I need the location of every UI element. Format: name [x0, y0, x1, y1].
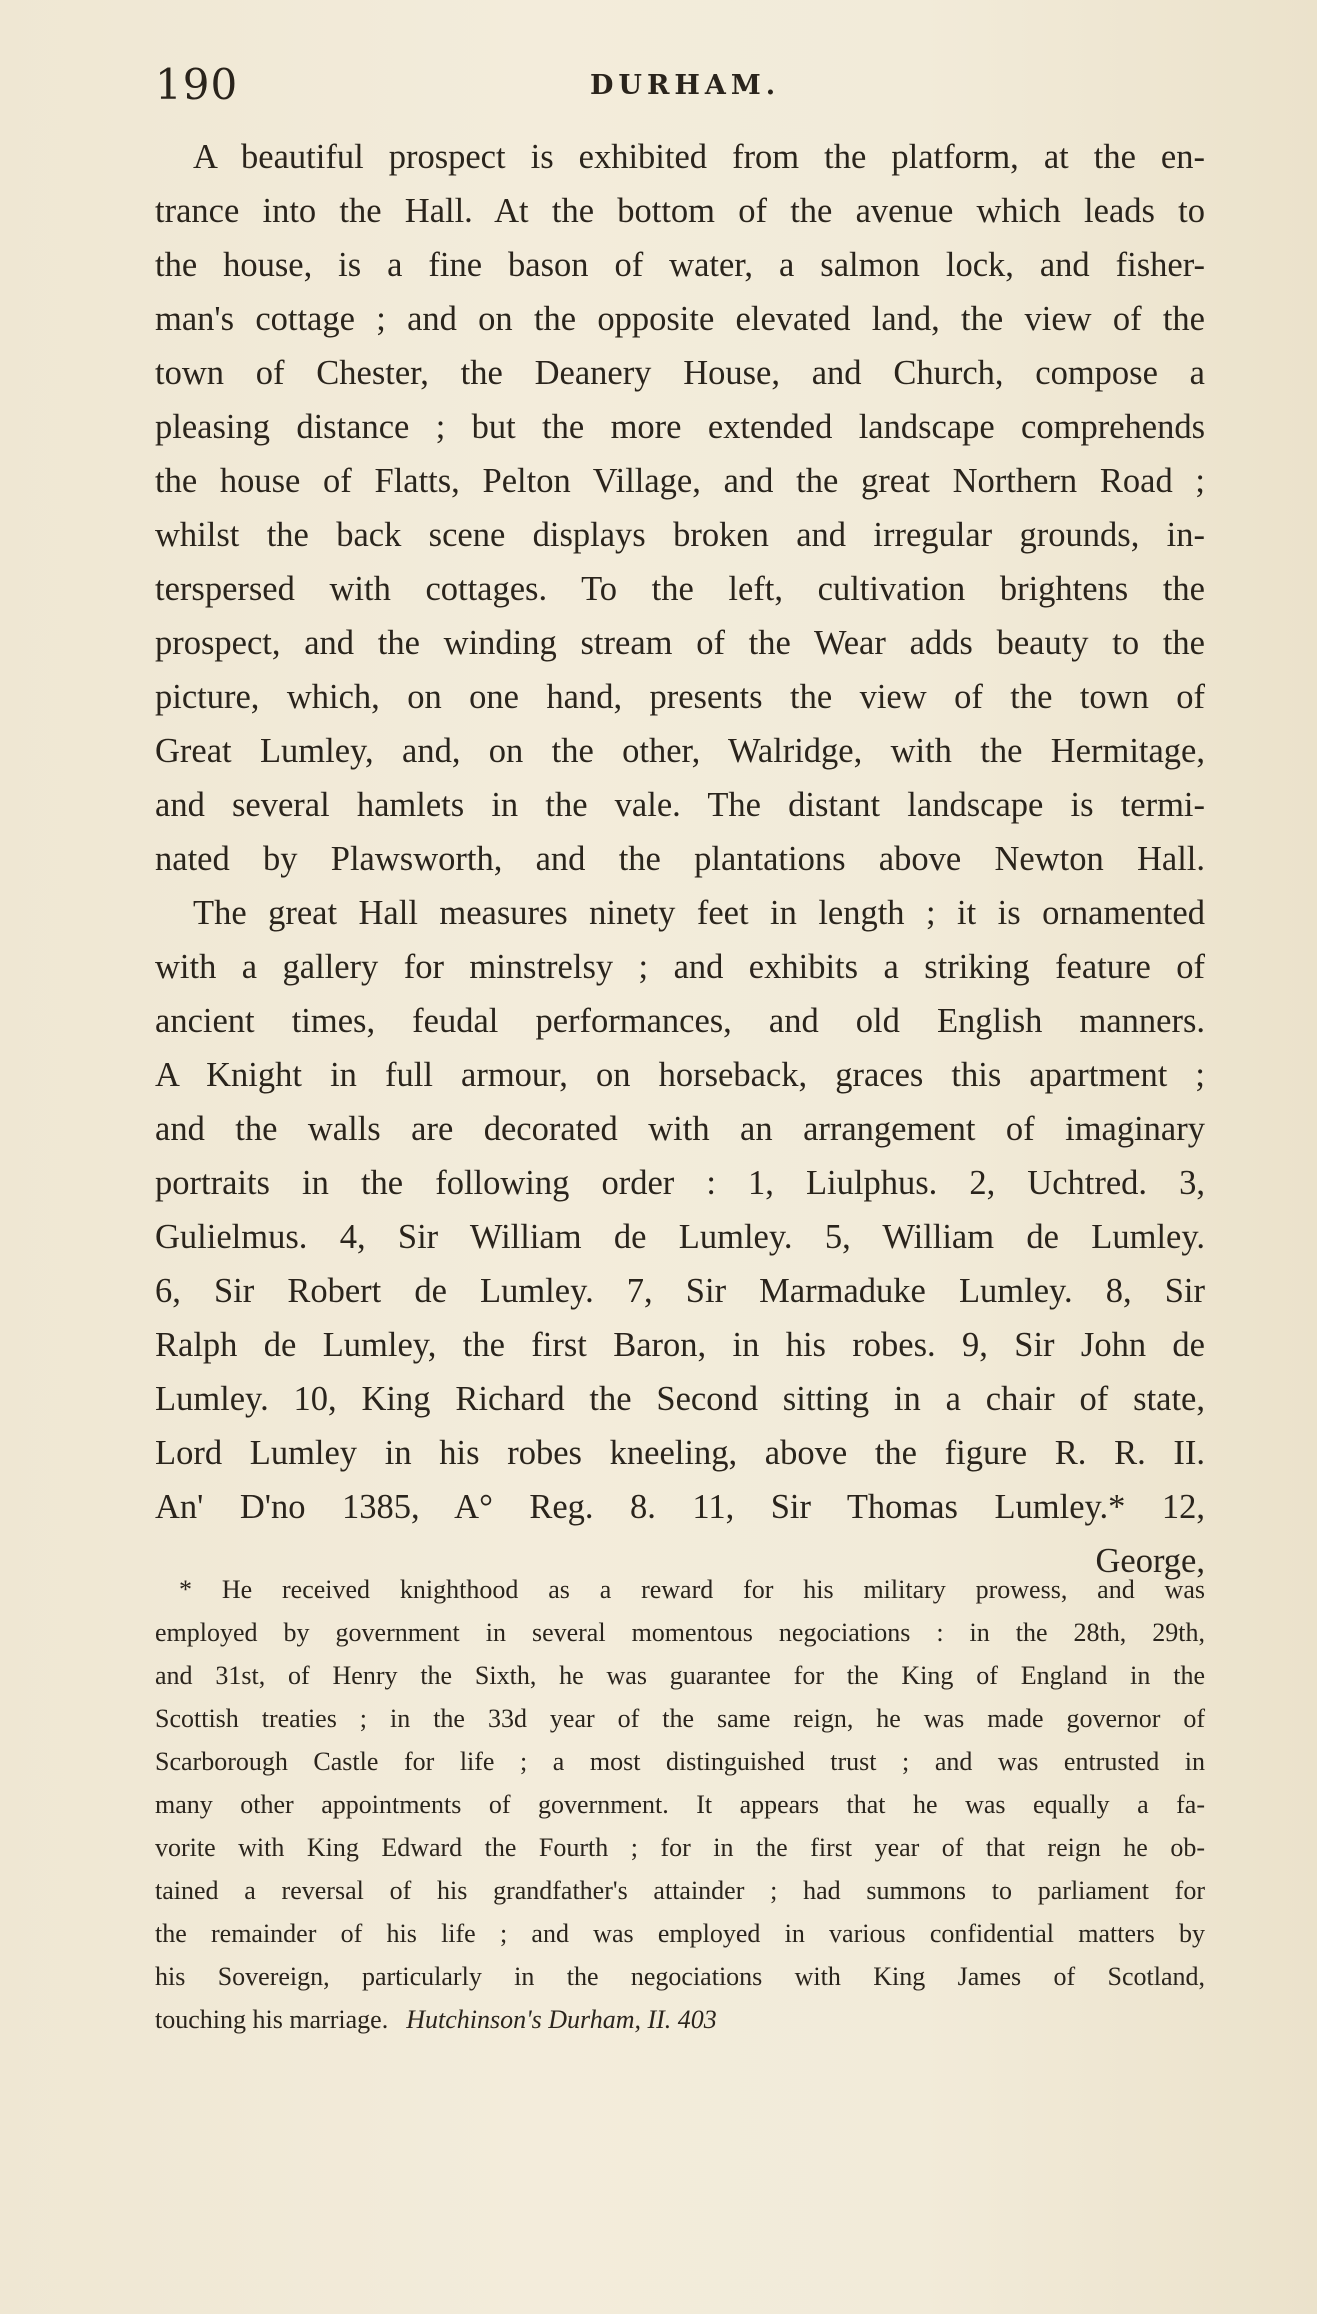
text-line: whilst the back scene displays broken and irregular grounds, in-	[155, 516, 1205, 554]
footnote-line-text: touching his marriage.	[155, 2005, 389, 2034]
footnote-line: many other appointments of government. It appears that he was equally a fa-	[155, 1790, 1205, 1819]
text-line: the house of Flatts, Pelton Village, and the great Northern Road ;	[155, 462, 1205, 500]
text-line: nated by Plawsworth, and the plantations above Newton Hall.	[155, 840, 1205, 878]
text-line: An' D'no 1385, A° Reg. 8. 11, Sir Thomas Lumley.* 12,	[155, 1488, 1205, 1526]
text-line: and several hamlets in the vale. The distant landscape is termi-	[155, 786, 1205, 824]
running-title: DURHAM.	[590, 70, 781, 101]
text-line: man's cottage ; and on the opposite elevated land, the view of the	[155, 300, 1205, 338]
text-line: the house, is a fine bason of water, a salmon lock, and fisher-	[155, 246, 1205, 284]
text-line: terspersed with cottages. To the left, cultivation brightens the	[155, 570, 1205, 608]
text-line: town of Chester, the Deanery House, and Church, compose a	[155, 354, 1205, 392]
text-line: Lord Lumley in his robes kneeling, above the figure R. R. II.	[155, 1434, 1205, 1472]
text-line: pleasing distance ; but the more extended landscape comprehends	[155, 408, 1205, 446]
footnote-line: vorite with King Edward the Fourth ; for in the first year of that reign he ob-	[155, 1833, 1205, 1862]
footnote-line: Scottish treaties ; in the 33d year of the same reign, he was made governor of	[155, 1704, 1205, 1733]
text-line: prospect, and the winding stream of the Wear adds beauty to the	[155, 624, 1205, 662]
footnote-line: the remainder of his life ; and was employed in various confidential matters by	[155, 1919, 1205, 1948]
text-line: Lumley. 10, King Richard the Second sitting in a chair of state,	[155, 1380, 1205, 1418]
text-line: 6, Sir Robert de Lumley. 7, Sir Marmaduke Lumley. 8, Sir	[155, 1272, 1205, 1310]
footnote-line: * He received knighthood as a reward for his military prowess, and was	[179, 1575, 1205, 1604]
catchword: George,	[1095, 1542, 1205, 1580]
text-line: picture, which, on one hand, presents the view of the town of	[155, 678, 1205, 716]
footnote-line: tained a reversal of his grandfather's attainder ; had summons to parliament for	[155, 1876, 1205, 1905]
text-line: Gulielmus. 4, Sir William de Lumley. 5, William de Lumley.	[155, 1218, 1205, 1256]
page-header	[155, 60, 1205, 110]
text-line: Great Lumley, and, on the other, Walridge, with the Hermitage,	[155, 732, 1205, 770]
footnote	[155, 1568, 1205, 2041]
text-line: trance into the Hall. At the bottom of the avenue which leads to	[155, 192, 1205, 230]
text-line: and the walls are decorated with an arrangement of imaginary	[155, 1110, 1205, 1148]
text-line: Ralph de Lumley, the first Baron, in his robes. 9, Sir John de	[155, 1326, 1205, 1364]
text-line: A beautiful prospect is exhibited from the platform, at the en-	[193, 138, 1205, 176]
footnote-line: employed by government in several momentous negociations : in the 28th, 29th,	[155, 1618, 1205, 1647]
footnote-citation: Hutchinson's Durham, II. 403	[406, 2005, 717, 2034]
page-number: 190	[155, 60, 239, 109]
text-line: with a gallery for minstrelsy ; and exhibits a striking feature of	[155, 948, 1205, 986]
footnote-last-line	[155, 1998, 1205, 2041]
footnote-line: his Sovereign, particularly in the negociations with King James of Scotland,	[155, 1962, 1205, 1991]
text-line: ancient times, feudal performances, and old English manners.	[155, 1002, 1205, 1040]
text-line: A Knight in full armour, on horseback, graces this apartment ;	[155, 1056, 1205, 1094]
text-line: The great Hall measures ninety feet in length ; it is ornamented	[193, 894, 1205, 932]
footnote-line: Scarborough Castle for life ; a most distinguished trust ; and was entrusted in	[155, 1747, 1205, 1776]
main-text	[155, 130, 1205, 1588]
text-line: portraits in the following order : 1, Liulphus. 2, Uchtred. 3,	[155, 1164, 1205, 1202]
footnote-line: and 31st, of Henry the Sixth, he was guarantee for the King of England in the	[155, 1661, 1205, 1690]
